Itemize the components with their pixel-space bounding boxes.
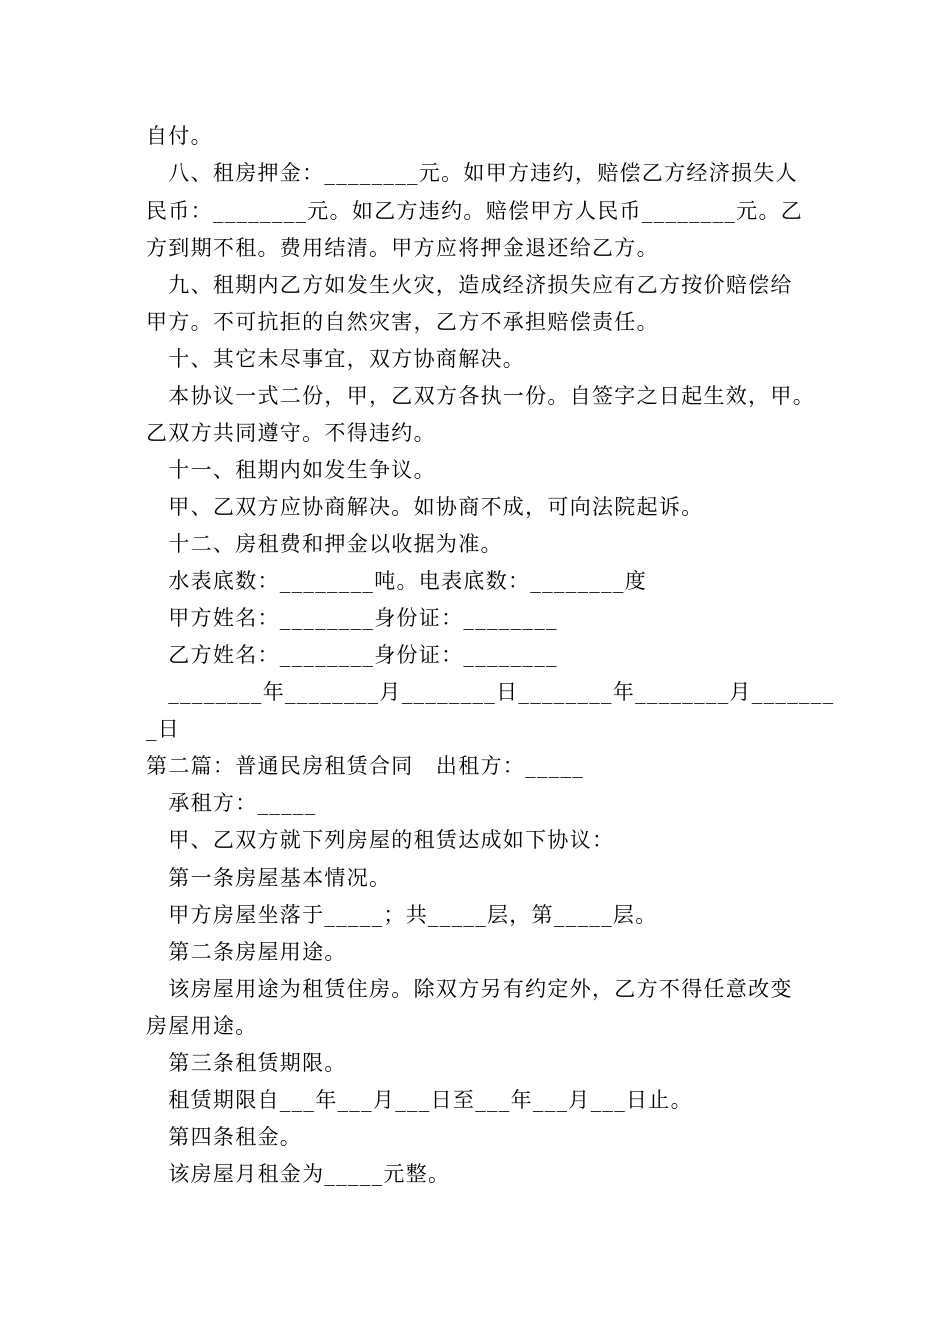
text-line: 甲、乙双方就下列房屋的租赁达成如下协议：: [146, 828, 615, 852]
text-line: 甲方姓名：________身份证：________: [146, 606, 558, 630]
text-line: 方到期不租。费用结清。甲方应将押金退还给乙方。: [146, 236, 659, 260]
text-line: 甲、乙双方应协商解决。如协商不成，可向法院起诉。: [146, 495, 704, 519]
text-line: 租赁期限自___年___月___日至___年___月___日止。: [146, 1088, 693, 1112]
text-line: 该房屋用途为租赁住房。除双方另有约定外，乙方不得任意改变: [146, 977, 793, 1001]
text-line: 乙双方共同遵守。不得违约。: [146, 421, 436, 445]
text-line: 承租方：_____: [146, 791, 317, 815]
text-line: 甲方房屋坐落于_____；共_____层，第_____层。: [146, 903, 658, 927]
text-line: 甲方。不可抗拒的自然灾害，乙方不承担赔偿责任。: [146, 310, 659, 334]
text-line: 第二篇：普通民房租赁合同 出租方：_____: [146, 754, 585, 778]
text-line: 第三条租赁期限。: [146, 1051, 347, 1075]
text-line: 十二、房租费和押金以收据为准。: [146, 532, 503, 556]
text-line: 第一条房屋基本情况。: [146, 866, 392, 890]
text-line: 本协议一式二份，甲，乙双方各执一份。自签字之日起生效，甲。: [146, 384, 815, 408]
text-line: 九、租期内乙方如发生火灾，造成经济损失应有乙方按价赔偿给: [146, 273, 793, 297]
text-line: 水表底数：________吨。电表底数：________度: [146, 569, 647, 593]
text-line: 十、其它未尽事宜，双方协商解决。: [146, 347, 526, 371]
text-line: 八、租房押金：________元。如甲方违约，赔偿乙方经济损失人: [146, 161, 798, 185]
text-line: ________年________月________日________年________月_______: [146, 680, 835, 704]
text-line: 乙方姓名：________身份证：________: [146, 643, 558, 667]
text-line: 第二条房屋用途。: [146, 940, 347, 964]
text-line: 民币：________元。如乙方违约。赔偿甲方人民币________元。乙: [146, 199, 804, 223]
text-line: 十一、租期内如发生争议。: [146, 458, 436, 482]
text-line: 该房屋月租金为_____元整。: [146, 1162, 451, 1186]
text-line: 自付。: [146, 124, 213, 148]
text-line: 第四条租金。: [146, 1125, 303, 1149]
text-line: _日: [146, 717, 181, 741]
text-line: 房屋用途。: [146, 1014, 258, 1038]
